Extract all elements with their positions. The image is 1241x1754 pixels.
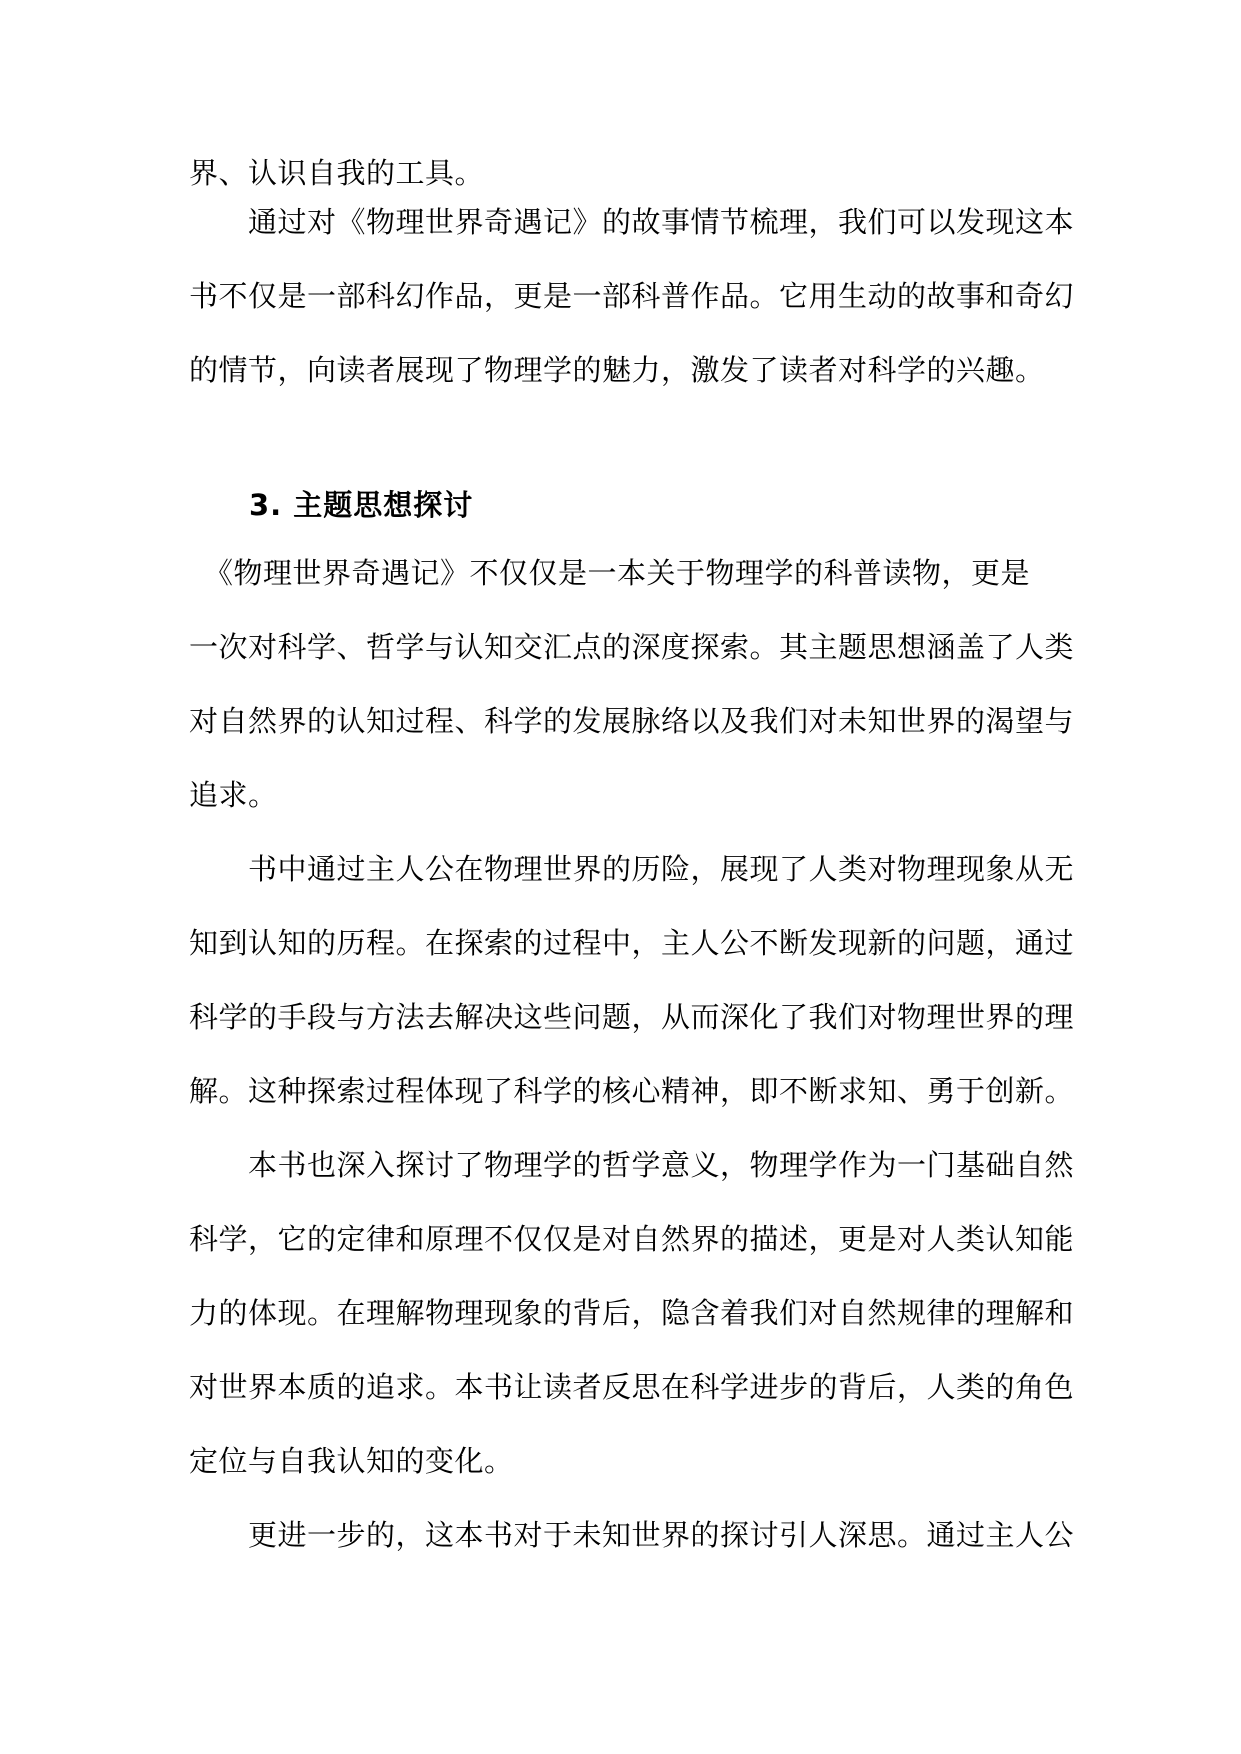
paragraph-1-line-1: 界、认识自我的工具。 (189, 156, 485, 190)
paragraph-2-line-2: 书不仅是一部科幻作品，更是一部科普作品。它用生动的故事和奇幻 (189, 279, 1075, 313)
paragraph-5-line-3: 力的体现。在理解物理现象的背后，隐含着我们对自然规律的理解和 (189, 1296, 1075, 1330)
paragraph-2-line-3: 的情节，向读者展现了物理学的魅力，激发了读者对科学的兴趣。 (189, 353, 1045, 387)
paragraph-4-line-1: 书中通过主人公在物理世界的历险，展现了人类对物理现象从无 (189, 852, 1075, 886)
section-heading: 3. 主题思想探讨 (189, 488, 474, 522)
paragraph-3-line-3: 对自然界的认知过程、科学的发展脉络以及我们对未知世界的渴望与 (189, 704, 1075, 738)
paragraph-5-line-1: 本书也深入探讨了物理学的哲学意义，物理学作为一门基础自然 (189, 1148, 1075, 1182)
paragraph-4-line-2: 知到认知的历程。在探索的过程中，主人公不断发现新的问题，通过 (189, 926, 1075, 960)
paragraph-3-line-4: 追求。 (189, 778, 278, 812)
paragraph-5-line-4: 对世界本质的追求。本书让读者反思在科学进步的背后，人类的角色 (189, 1370, 1075, 1404)
paragraph-6-line-1: 更进一步的，这本书对于未知世界的探讨引人深思。通过主人公 (189, 1518, 1075, 1552)
paragraph-4-line-4: 解。这种探索过程体现了科学的核心精神，即不断求知、勇于创新。 (189, 1074, 1075, 1108)
paragraph-5-line-2: 科学，它的定律和原理不仅仅是对自然界的描述，更是对人类认知能 (189, 1222, 1075, 1256)
paragraph-2-line-1: 通过对《物理世界奇遇记》的故事情节梳理，我们可以发现这本 (189, 205, 1075, 239)
paragraph-4-line-3: 科学的手段与方法去解决这些问题，从而深化了我们对物理世界的理 (189, 1000, 1075, 1034)
paragraph-3-line-2: 一次对科学、哲学与认知交汇点的深度探索。其主题思想涵盖了人类 (189, 630, 1075, 664)
paragraph-3-line-1: 《物理世界奇遇记》不仅仅是一本关于物理学的科普读物，更是 (189, 556, 1031, 590)
paragraph-5-line-5: 定位与自我认知的变化。 (189, 1444, 514, 1478)
